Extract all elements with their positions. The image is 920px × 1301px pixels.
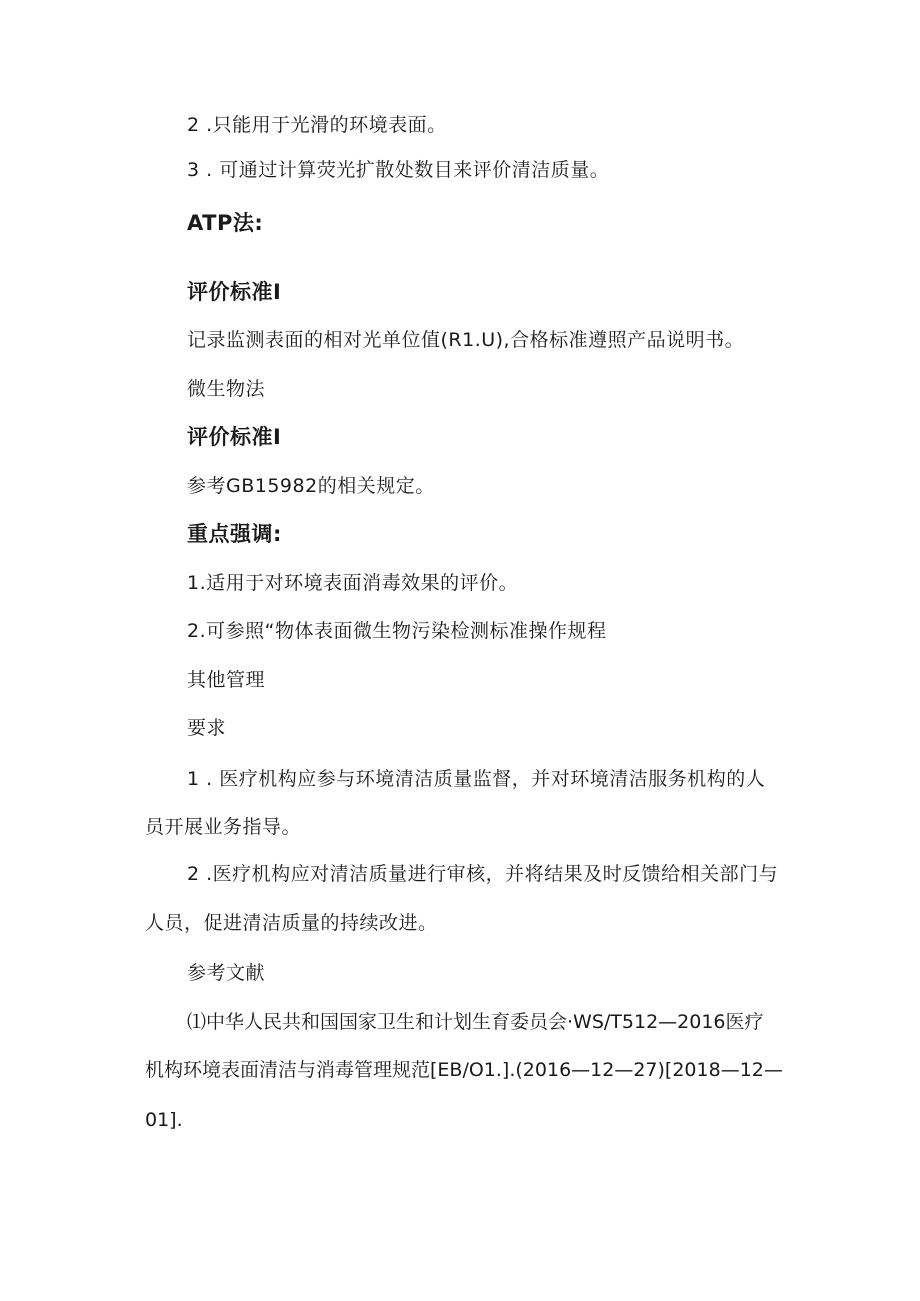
section-heading: 重点强调: xyxy=(187,522,282,546)
text-line: 2 .只能用于光滑的环境表面。 xyxy=(187,114,447,136)
text-line: 微生物法 xyxy=(187,378,266,400)
section-heading: 评价标准I xyxy=(187,280,282,304)
section-heading: ATP法: xyxy=(187,211,264,235)
text-line: 员开展业务指导。 xyxy=(145,816,302,838)
text-line: 2.可参照“物体表面微生物污染检测标准操作规程 xyxy=(187,620,607,642)
text-line: 3 . 可通过计算荧光扩散处数目来评价清洁质量。 xyxy=(187,159,610,181)
text-line: 2 .医疗机构应对清洁质量进行审核，并将结果及时反馈给相关部门与 xyxy=(187,863,779,885)
reference-line: 01]. xyxy=(145,1109,183,1131)
text-line: 1 . 医疗机构应参与环境清洁质量监督，并对环境清洁服务机构的人 xyxy=(187,768,766,790)
reference-line: ⑴中华人民共和国国家卫生和计划生育委员会·WS/T512—2016医疗 xyxy=(187,1011,764,1033)
reference-line: 机构环境表面清洁与消毒管理规范[EB/O1.].(2016—12—27)[2018—12— xyxy=(145,1059,783,1081)
text-line: 参考文献 xyxy=(187,962,266,984)
text-line: 记录监测表面的相对光单位值(R1.U),合格标准遵照产品说明书。 xyxy=(187,329,745,351)
text-line: 要求 xyxy=(187,717,227,739)
text-line: 人员，促进清洁质量的持续改进。 xyxy=(145,912,438,934)
text-line: 其他管理 xyxy=(187,669,266,691)
section-heading: 评价标准I xyxy=(187,425,282,449)
text-line: 1.适用于对环境表面消毒效果的评价。 xyxy=(187,572,519,594)
text-line: 参考GB15982的相关规定。 xyxy=(187,475,435,497)
